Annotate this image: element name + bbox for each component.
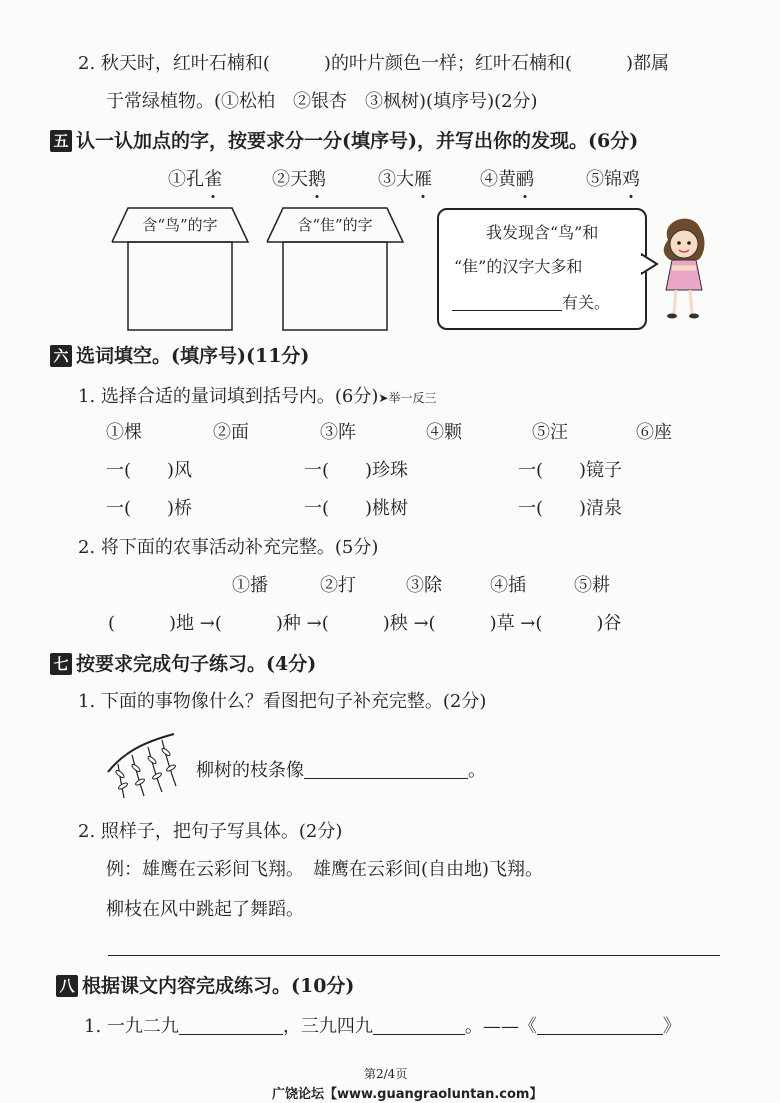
practice-tag: ➤举一反三 <box>378 391 437 405</box>
option: ④颗 <box>426 422 462 443</box>
girl-illustration <box>652 210 712 320</box>
bird-item: ③大雁 <box>378 169 432 190</box>
bird-item: ①孔雀 <box>168 169 222 190</box>
bubble-line-1: 我发现含“鸟”和 <box>486 223 599 242</box>
option: ④插 <box>490 575 526 596</box>
option: ①棵 <box>106 422 142 443</box>
s7-q2-task: 柳枝在风中跳起了舞蹈。 <box>106 899 304 920</box>
answer-line[interactable] <box>108 955 720 956</box>
house-bird-radical <box>110 206 250 332</box>
bubble-line-2: “隹”的汉字大多和 <box>454 257 583 276</box>
section-6-heading <box>50 343 309 369</box>
fill-item[interactable]: 一( )桥 <box>106 498 193 519</box>
s7-q1-title: 1. 下面的事物像什么？看图把句子补充完整。(2分) <box>78 691 487 712</box>
option: ②面 <box>213 422 249 443</box>
option: ⑤汪 <box>532 422 568 443</box>
bird-item: ②天鹅 <box>272 169 326 190</box>
willow-branch-illustration <box>104 722 184 802</box>
fill-item[interactable]: 一( )清泉 <box>518 498 623 519</box>
fill-item[interactable]: 一( )风 <box>106 460 193 481</box>
option: ②打 <box>320 575 356 596</box>
section-6-badge: 六 <box>50 345 72 367</box>
bird-item: ⑤锦鸡 <box>586 169 640 190</box>
bubble-line-3: 有关。 <box>452 290 610 314</box>
option: ③除 <box>406 575 442 596</box>
section-8-badge: 八 <box>56 975 78 997</box>
option: ①播 <box>232 575 268 596</box>
answer-blank[interactable] <box>179 1014 283 1035</box>
section-7-title: 按要求完成句子练习。(4分) <box>76 653 317 675</box>
option: ③阵 <box>320 422 356 443</box>
answer-blank[interactable] <box>373 1014 465 1035</box>
answer-blank[interactable] <box>537 1014 663 1035</box>
option: ⑥座 <box>636 422 672 443</box>
s8-q1: 1. 一九二九 ，三九四九 。——《 》 <box>84 1016 681 1037</box>
section-8-heading <box>56 973 354 999</box>
answer-blank[interactable] <box>452 290 562 311</box>
fill-item[interactable]: 一( )镜子 <box>518 460 623 481</box>
q4-item2-line1: 2. 秋天时，红叶石楠和( )的叶片颜色一样；红叶石楠和( )都属 <box>78 53 669 74</box>
bird-item: ④黄鹂 <box>480 169 534 190</box>
s7-q2-title: 2. 照样子，把句子写具体。(2分) <box>78 821 343 842</box>
section-7-badge: 七 <box>50 653 72 675</box>
willow-sentence: 柳树的枝条像 。 <box>196 760 486 781</box>
answer-blank[interactable] <box>304 758 468 779</box>
fill-item[interactable]: 一( )桃树 <box>304 498 409 519</box>
section-6-title: 选词填空。(填序号)(11分) <box>76 345 310 367</box>
section-5-title: 认一认加点的字，按要求分一分(填序号)，并写出你的发现。(6分) <box>76 130 639 152</box>
site-watermark: 广饶论坛【www.guangraoluntan.com】 <box>272 1087 543 1102</box>
section-5-badge: 五 <box>50 130 72 152</box>
house-label: 含“隹”的字 <box>297 216 373 234</box>
q4-item2-line2: 于常绿植物。(①松柏 ②银杏 ③枫树)(填序号)(2分) <box>106 91 538 112</box>
s6-q1-title: 1. 选择合适的量词填到括号内。(6分)➤举一反三 <box>78 386 437 407</box>
section-8-title: 根据课文内容完成练习。(10分) <box>82 975 355 997</box>
s6-q2-title: 2. 将下面的农事活动补充完整。(5分) <box>78 537 379 558</box>
farming-chain[interactable]: ( )地 →( )种 →( )秧 →( )草 →( )谷 <box>108 613 622 634</box>
section-5-heading <box>50 128 638 154</box>
page-number: 第2/4页 <box>364 1067 408 1081</box>
s7-q2-example: 例：雄鹰在云彩间飞翔。 雄鹰在云彩间(自由地)飞翔。 <box>106 859 544 880</box>
option: ⑤耕 <box>574 575 610 596</box>
house-label: 含“鸟”的字 <box>142 216 218 234</box>
section-7-heading <box>50 651 316 677</box>
house-zhui-radical <box>265 206 405 332</box>
fill-item[interactable]: 一( )珍珠 <box>304 460 409 481</box>
